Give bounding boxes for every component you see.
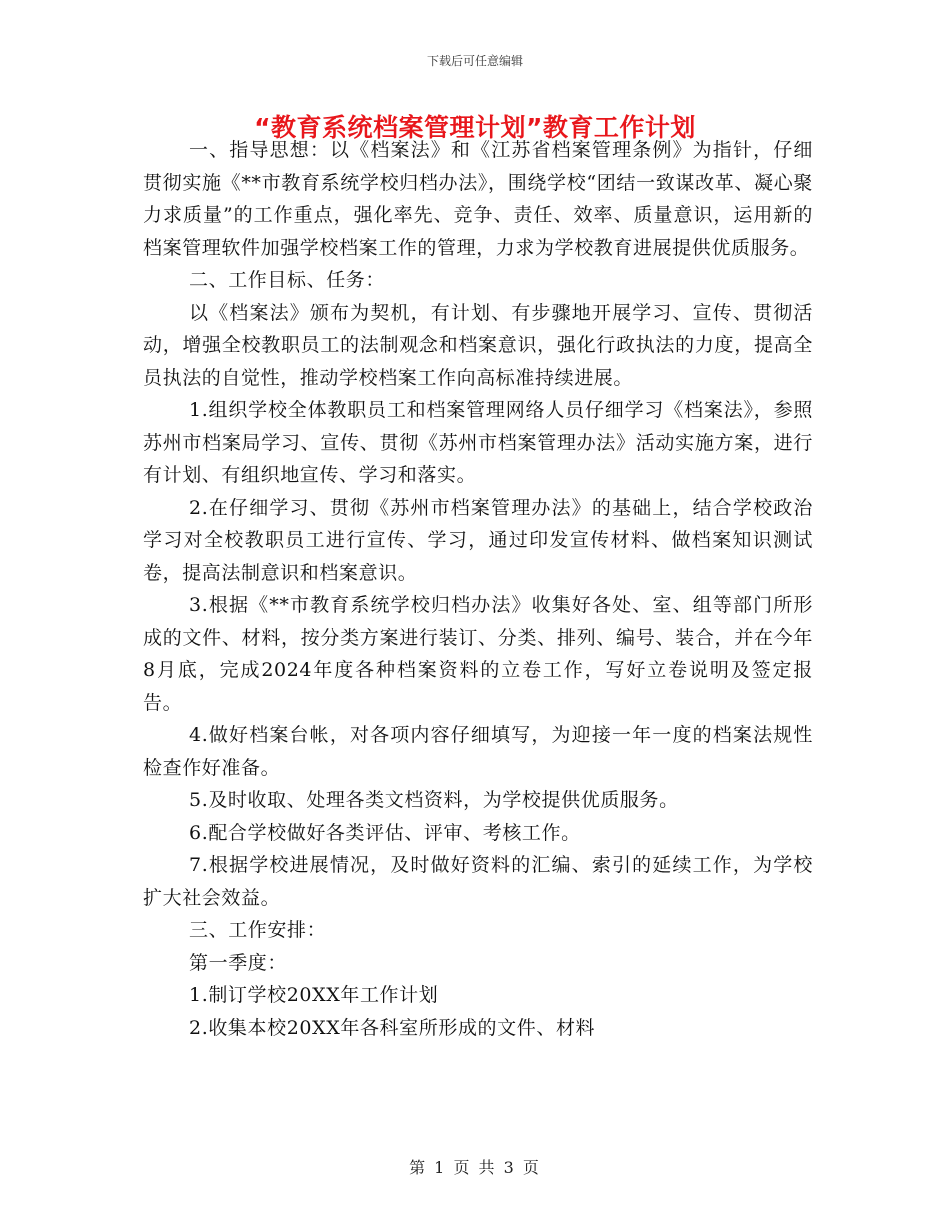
page-footer: 第 1 页 共 3 页 [409,1158,541,1177]
list-item-quarter-1: 1.制订学校20XX年工作计划 [189,984,439,1006]
list-item-task-5: 5.及时收取、处理各类文档资料，为学校提供优质服务。 [189,789,679,811]
heading-work-goals: 二、工作目标、任务： [189,269,386,291]
list-item-task-6: 6.配合学校做好各类评估、评审、考核工作。 [189,821,581,844]
document-body [143,134,813,1044]
header-note: 下载后可任意编辑 [426,54,523,68]
list-item-quarter-2: 2.收集本校20XX年各科室所形成的文件、材料 [189,1016,596,1039]
list-item-task-7: 7.根据学校进展情况，及时做好资料的汇编、索引的延续工作，为学校扩大社会效益。 [143,854,813,909]
heading-first-quarter: 第一季度： [189,951,288,974]
paragraph-goals-intro: 以《档案法》颁布为契机，有计划、有步骤地开展学习、宣传、贯彻活动，增强全校教职员工的法制观念和档案意识，强化行政执法的力度，提高全员执法的自觉性，推动学校档案工作向高标准持续进展。 [143,301,813,389]
document-title: “教育系统档案管理计划”教育工作计划 [254,113,696,142]
paragraph-guiding-ideology: 一、指导思想：以《档案法》和《江苏省档案管理条例》为指针，仔细贯彻实施《**市教育系统学校归档办法》，围绕学校“团结一致谋改革、凝心聚力求质量”的工作重点，强化率先、竞争、责任、效率、质量意识，运用新的档案管理软件加强学校档案工作的管理，力求为学校教育进展提供优质服务。 [143,139,813,259]
list-item-task-3: 3.根据《**市教育系统学校归档办法》收集好各处、室、组等部门所形成的文件、材料，按分类方案进行装订、分类、排列、编号、装合，并在今年8月底，完成2024年度各种档案资料的立卷工作，写好立卷说明及签定报告。 [143,594,813,714]
list-item-task-4: 4.做好档案台帐，对各项内容仔细填写，为迎接一年一度的档案法规性检查作好准备。 [143,724,813,779]
list-item-task-1: 1.组织学校全体教职员工和档案管理网络人员仔细学习《档案法》，参照苏州市档案局学习、宣传、贯彻《苏州市档案管理办法》活动实施方案，进行有计划、有组织地宣传、学习和落实。 [143,399,813,486]
heading-work-arrangement: 三、工作安排： [189,919,327,941]
list-item-task-2: 2.在仔细学习、贯彻《苏州市档案管理办法》的基础上，结合学校政治学习对全校教职员工进行宣传、学习，通过印发宣传材料、做档案知识测试卷，提高法制意识和档案意识。 [143,496,813,584]
